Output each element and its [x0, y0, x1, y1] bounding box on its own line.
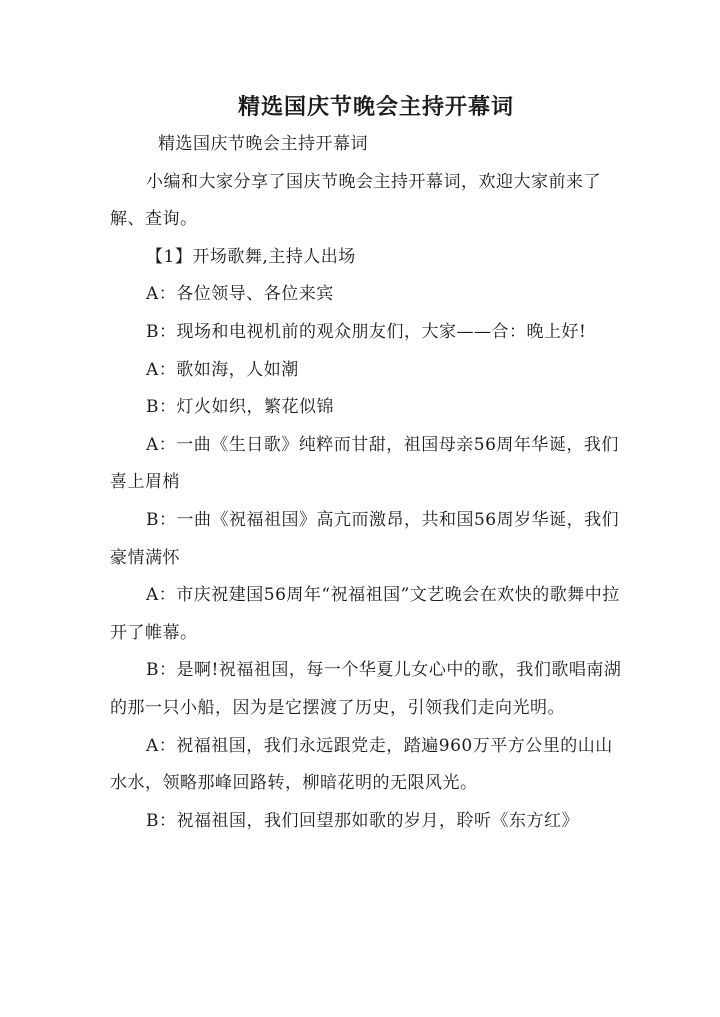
paragraph-line: A：歌如海，人如潮 [146, 359, 299, 380]
paragraph-line: A：市庆祝建国56周年“祝福祖国”文艺晚会在欢快的歌舞中拉开了帷幕。 [110, 585, 620, 643]
paragraph-section-heading: 【1】开场歌舞,主持人出场 [146, 246, 356, 267]
paragraph-line: B：是啊!祝福祖国，每一个华夏儿女心中的歌，我们歌唱南湖的那一只小船，因为是它摆渡了历史，引领我们走向光明。 [110, 660, 622, 718]
document-title: 精选国庆节晚会主持开幕词 [237, 94, 514, 120]
document-subtitle: 精选国庆节晚会主持开幕词 [158, 134, 368, 154]
paragraph-line: B：灯火如织，繁花似锦 [146, 397, 334, 418]
paragraph-line: B：祝福祖国，我们回望那如歌的岁月，聆听《东方红》 [146, 810, 579, 831]
paragraph-line: A：一曲《生日歌》纯粹而甘甜，祖国母亲56周年华诞，我们喜上眉梢 [110, 434, 619, 493]
paragraph-line: A：各位领导、各位来宾 [146, 284, 334, 305]
paragraph-line: B：现场和电视机前的观众朋友们，大家——合：晚上好! [146, 321, 587, 342]
paragraph-line: A：祝福祖国，我们永远跟党走，踏遍960万平方公里的山山水水，领略那峰回路转，柳暗花明的无限风光。 [110, 735, 613, 794]
paragraph-line: B：一曲《祝福祖国》高亢而激昂，共和国56周岁华诞，我们豪情满怀 [110, 509, 620, 568]
paragraph-intro: 小编和大家分享了国庆节晚会主持开幕词，欢迎大家前来了解、查询。 [110, 171, 601, 230]
document-page [110, 88, 622, 840]
